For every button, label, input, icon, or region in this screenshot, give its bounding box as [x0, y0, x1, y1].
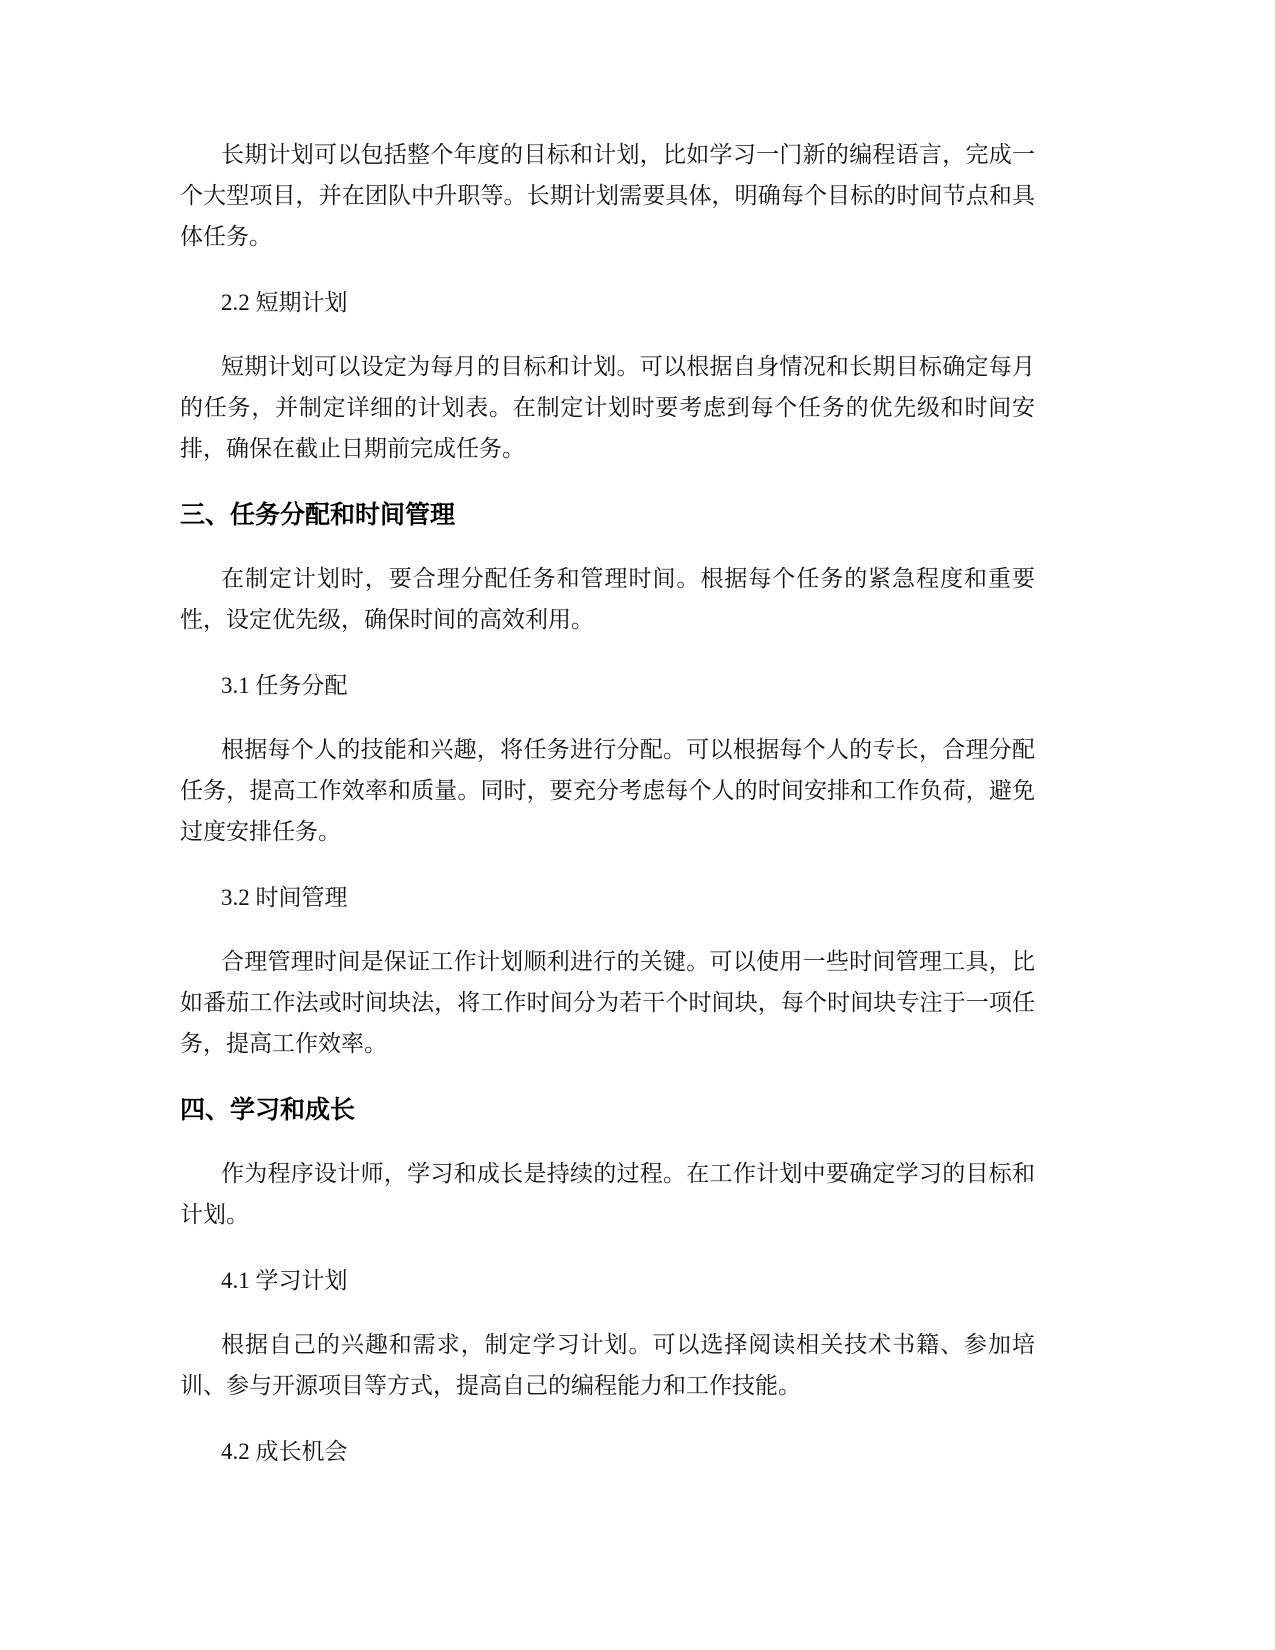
section-heading-4: 四、学习和成长 — [180, 1095, 356, 1124]
paragraph-time-management: 合理管理时间是保证工作计划顺利进行的关键。可以使用一些时间管理工具，比如番茄工作法或时间块法，将工作时间分为若干个时间块，每个时间块专注于一项任务，提高工作效率。 — [180, 949, 1035, 1057]
section-heading-3: 三、任务分配和时间管理 — [180, 500, 456, 529]
paragraph-section-4-intro: 作为程序设计师，学习和成长是持续的过程。在工作计划中要确定学习的目标和计划。 — [180, 1161, 1035, 1228]
subheading-3-2: 3.2 时间管理 — [221, 885, 348, 910]
subheading-4-1: 4.1 学习计划 — [221, 1268, 348, 1293]
paragraph-task-allocation: 根据每个人的技能和兴趣，将任务进行分配。可以根据每个人的专长，合理分配任务，提高工作效率和质量。同时，要充分考虑每个人的时间安排和工作负荷，避免过度安排任务。 — [180, 737, 1035, 845]
document-content — [180, 135, 1035, 1496]
paragraph-short-term-plan: 短期计划可以设定为每月的目标和计划。可以根据自身情况和长期目标确定每月的任务，并制定详细的计划表。在制定计划时要考虑到每个任务的优先级和时间安排，确保在截止日期前完成任务。 — [180, 354, 1035, 462]
paragraph-section-3-intro: 在制定计划时，要合理分配任务和管理时间。根据每个任务的紧急程度和重要性，设定优先级，确保时间的高效利用。 — [180, 566, 1035, 633]
subheading-4-2: 4.2 成长机会 — [221, 1439, 348, 1464]
subheading-2-2: 2.2 短期计划 — [221, 290, 348, 315]
subheading-3-1: 3.1 任务分配 — [221, 673, 348, 698]
paragraph-learning-plan: 根据自己的兴趣和需求，制定学习计划。可以选择阅读相关技术书籍、参加培训、参与开源项目等方式，提高自己的编程能力和工作技能。 — [180, 1332, 1035, 1399]
paragraph-long-term-plan: 长期计划可以包括整个年度的目标和计划，比如学习一门新的编程语言，完成一个大型项目，并在团队中升职等。长期计划需要具体，明确每个目标的时间节点和具体任务。 — [180, 142, 1035, 250]
